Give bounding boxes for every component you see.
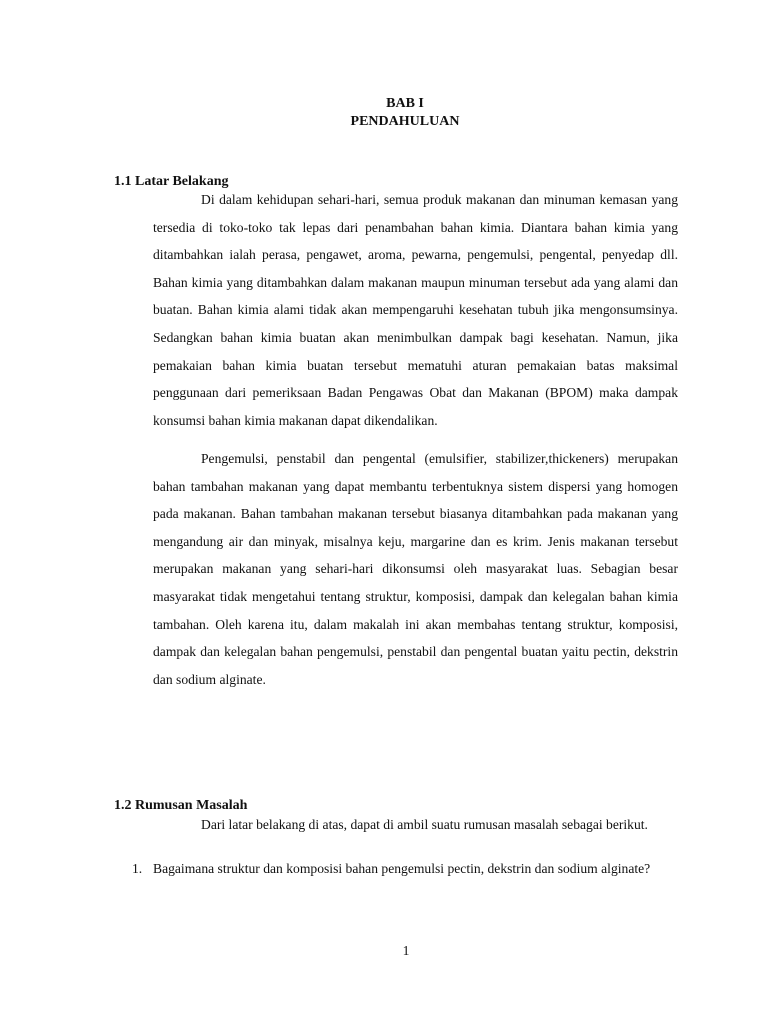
paragraph: Dari latar belakang di atas, dapat di ambil suatu rumusan masalah sebagai berikut. [201, 817, 648, 832]
section-heading-latar-belakang: 1.1 Latar Belakang [114, 174, 229, 189]
paragraph: Pengemulsi, penstabil dan pengental (emulsifier, stabilizer,thickeners) merupakan bahan tambahan makanan yang dapat membantu terbentuknya sistem dispersi yang homogen pada makanan. Bahan tambahan makanan tersebut biasanya ditambahkan pada makanan yang mengandung air dan minyak, misalnya keju, margarine dan es krim. Jenis makanan tersebut merupakan makanan yang sehari-hari dikonsumsi oleh masyarakat luas. Sebagian besar masyarakat tidak mengetahui tentang struktur, komposisi, dampak dan kelegalan bahan kimia tambahan. Oleh karena itu, dalam makalah ini akan membahas tentang struktur, komposisi, dampak dan kelegalan bahan pengemulsi, penstabil dan pengental buatan yaitu pectin, dekstrin dan sodium alginate. [153, 451, 678, 687]
list-item [114, 855, 678, 883]
chapter-label: BAB I [386, 96, 424, 111]
list-item-text: Bagaimana struktur dan komposisi bahan pengemulsi pectin, dekstrin dan sodium alginate? [153, 861, 651, 876]
problem-list [114, 855, 678, 883]
section-heading-rumusan-masalah: 1.2 Rumusan Masalah [114, 798, 248, 813]
list-item-number: 1. [132, 861, 143, 876]
page-number: 1 [402, 943, 410, 958]
chapter-title: PENDAHULUAN [350, 114, 460, 129]
section-body-rumusan-masalah [153, 811, 678, 839]
section-body-latar-belakang-1 [153, 186, 678, 434]
paragraph: Di dalam kehidupan sehari-hari, semua produk makanan dan minuman kemasan yang tersedia di toko-toko tak lepas dari penambahan bahan kimia. Diantara bahan kimia yang ditambahkan ialah perasa, pengawet, aroma, pewarna, pengemulsi, pengental, penyedap dll. Bahan kimia yang ditambahkan dalam makanan maupun minuman tersebut ada yang alami dan buatan. Bahan kimia alami tidak akan mempengaruhi kesehatan tubuh jika mengonsumsinya. Sedangkan bahan kimia buatan akan menimbulkan dampak bagi kesehatan. Namun, jika pemakaian bahan kimia buatan tersebut mematuhi aturan pemakaian batas maksimal penggunaan dari pemeriksaan Badan Pengawas Obat dan Makanan (BPOM) maka dampak konsumsi bahan kimia makanan dapat dikendalikan. [153, 192, 678, 428]
section-body-latar-belakang-2 [153, 445, 678, 693]
